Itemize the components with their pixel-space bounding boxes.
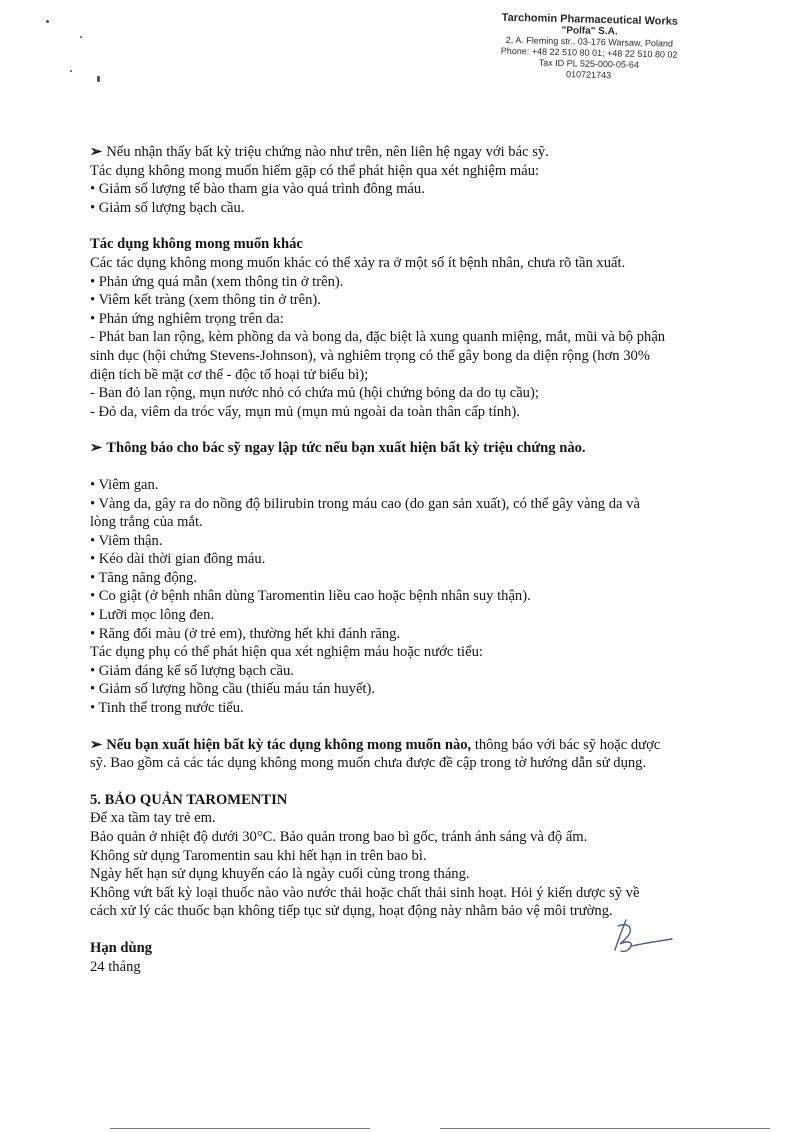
stamp-tax-id: Tax ID PL 525-000-05-64 [538, 57, 640, 70]
list-item: • Phản ứng nghiêm trọng trên da: [90, 310, 284, 327]
list-item: • Vàng da, gây ra do nồng độ bilirubin trong máu cao (do gan sản xuất), có thể gây vàng da và [90, 495, 640, 512]
storage-line: cách xử lý các thuốc bạn không tiếp tục sử dụng, hoạt động này nhằm bảo vệ môi trường. [90, 903, 613, 920]
bottom-rule [110, 1128, 370, 1129]
storage-line: Ngày hết hạn sử dụng khuyến cáo là ngày cuối cùng trong tháng. [90, 866, 470, 883]
list-item: • Lưỡi mọc lông đen. [90, 607, 215, 624]
storage-line: Không vứt bất kỳ loại thuốc nào vào nước thải hoặc chất thải sinh hoạt. Hỏi ý kiến dược sỹ về [90, 884, 640, 901]
other-effects-heading: Tác dụng không mong muốn khác [90, 236, 303, 253]
scan-speck [97, 76, 100, 82]
other-effects-intro: Các tác dụng không mong muốn khác có thể xảy ra ở một số ít bệnh nhân, chưa rõ tần xuất. [90, 254, 626, 271]
stamp-company: Tarchomin Pharmaceutical Works [501, 11, 679, 28]
list-item: - Đỏ da, viêm da tróc vẩy, mụn mủ (mụn mủ ngoài da toàn thân cấp tính). [90, 403, 520, 420]
list-item: • Giảm số lượng bạch cầu. [90, 199, 245, 216]
list-item: • Viêm thận. [90, 532, 163, 549]
signature-icon [604, 916, 676, 956]
report-effects-line: ➢ Nếu bạn xuất hiện bất kỳ tác dụng không mong muốn nào, thông báo với bác sỹ hoặc dược [90, 736, 661, 753]
list-item: • Co giật (ở bệnh nhân dùng Taromentin liều cao hoặc bệnh nhân suy thận). [90, 588, 531, 605]
company-stamp [469, 12, 710, 83]
list-item: • Tinh thể trong nước tiểu. [90, 700, 244, 717]
list-item: sinh dục (hội chứng Stevens-Johnson), và nghiêm trọng có thể gây bong da diện rộng (hơn 30% [90, 347, 650, 364]
rare-effects-intro: Tác dụng không mong muốn hiếm gặp có thể phát hiện qua xét nghiệm máu: [90, 162, 540, 179]
shelf-life-value: 24 tháng [90, 958, 141, 975]
storage-heading: 5. BẢO QUẢN TAROMENTIN [90, 791, 288, 808]
contact-doctor-line: ➢ Nếu nhận thấy bất kỳ triệu chứng nào như trên, nên liên hệ ngay với bác sỹ. [90, 144, 549, 160]
scan-speck [70, 70, 72, 72]
list-item: • Răng đổi màu (ở trẻ em), thường hết khi đánh răng. [90, 625, 401, 642]
leaflet-content [90, 143, 720, 976]
list-item: - Phát ban lan rộng, kèm phồng da và bong da, đặc biệt là xung quanh miệng, mắt, mũi và bộ phận [90, 329, 666, 346]
storage-line: Để xa tầm tay trẻ em. [90, 810, 216, 827]
scan-speck [46, 20, 49, 23]
list-item: - Ban đỏ lan rộng, mụn nước nhỏ có chứa mủ (hội chứng bỏng da do tụ cầu); [90, 385, 539, 402]
stamp-phone: Phone: +48 22 510 80 01; +48 22 510 80 02 [500, 45, 678, 60]
list-item: • Tăng năng động. [90, 569, 197, 586]
lab-effects-intro: Tác dụng phụ có thể phát hiện qua xét nghiệm máu hoặc nước tiểu: [90, 644, 483, 661]
shelf-life-heading: Hạn dùng [90, 939, 153, 956]
list-item: diện tích bề mặt cơ thể - độc tố hoại tử biểu bì); [90, 366, 369, 383]
stamp-address: 2, A. Fleming str., 03-176 Warsaw, Poland [505, 34, 674, 49]
report-effects-line-2: sỹ. Bao gồm cả các tác dụng không mong muốn chưa được đề cập trong tờ hướng dẫn sử dụng. [90, 755, 647, 772]
storage-line: Không sử dụng Taromentin sau khi hết hạn in trên bao bì. [90, 847, 427, 864]
list-item: • Viêm gan. [90, 476, 159, 493]
list-item: • Giảm số lượng tế bào tham gia vào quá trình đông máu. [90, 181, 425, 198]
scan-speck [80, 36, 82, 38]
list-item: • Kéo dài thời gian đông máu. [90, 551, 266, 568]
list-item: • Giảm số lượng hồng cầu (thiếu máu tán huyết). [90, 681, 375, 698]
list-item: • Giảm đáng kể số lượng bạch cầu. [90, 662, 294, 679]
stamp-code: 010721743 [565, 69, 612, 81]
stamp-brand: "Polfa" S.A. [561, 25, 618, 38]
arrow-bullet-icon: ➢ [90, 736, 103, 753]
bottom-rule [440, 1128, 770, 1129]
list-item: • Phản ứng quá mẫn (xem thông tin ở trên). [90, 273, 344, 290]
notify-doctor-line: ➢ Thông báo cho bác sỹ ngay lập tức nếu bạn xuất hiện bất kỳ triệu chứng nào. [90, 440, 586, 457]
list-item: • Viêm kết tràng (xem thông tin ở trên). [90, 292, 321, 309]
arrow-bullet-icon: ➢ [90, 440, 103, 457]
list-item: lòng trắng của mắt. [90, 514, 203, 531]
arrow-bullet-icon: ➢ [90, 144, 103, 160]
storage-line: Bảo quản ở nhiệt độ dưới 30°C. Bảo quản trong bao bì gốc, tránh ánh sáng và độ ẩm. [90, 829, 588, 845]
